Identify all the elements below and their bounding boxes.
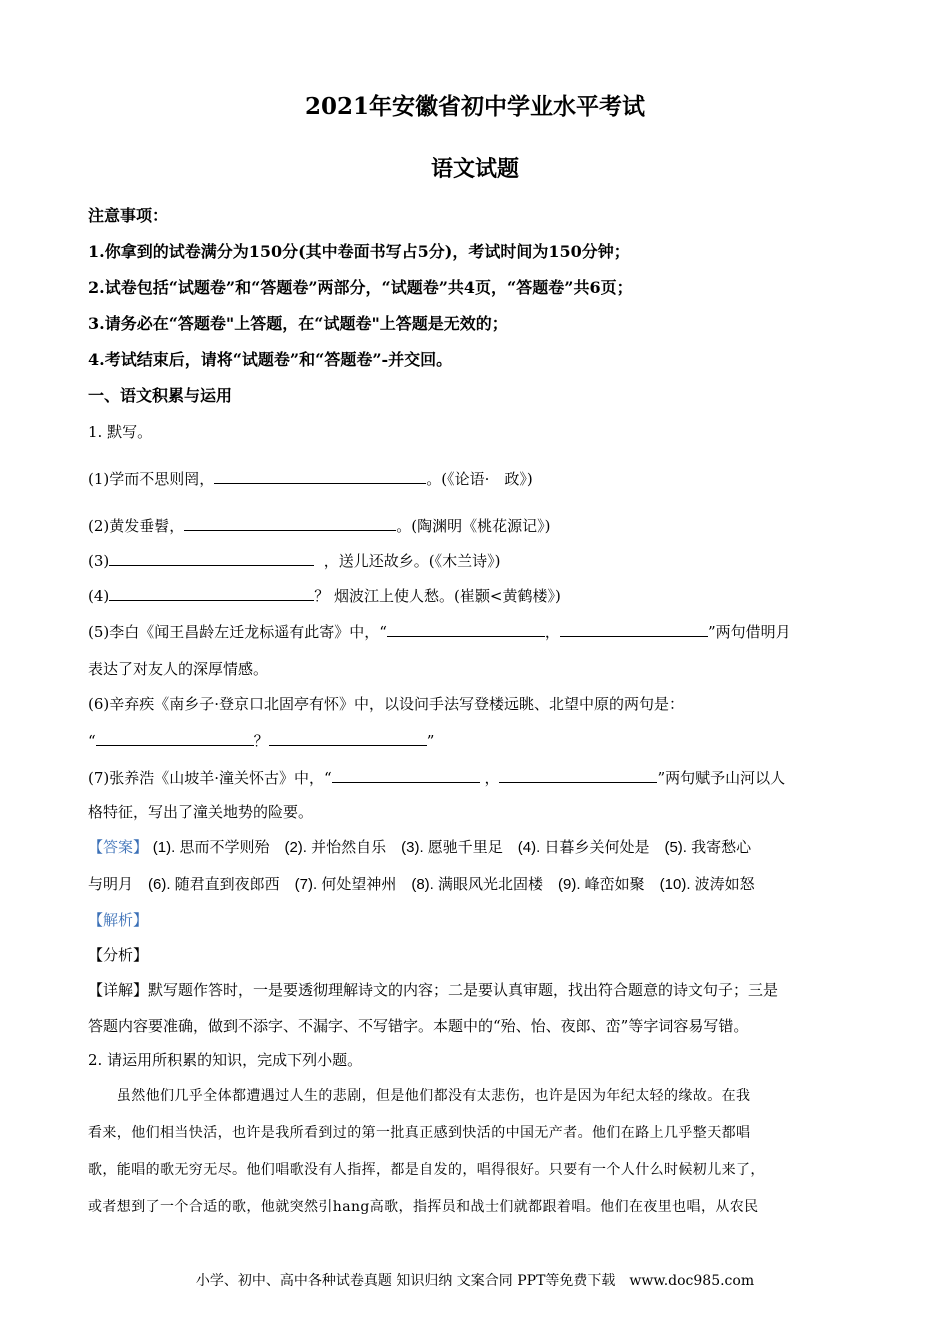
page-title: 2021年安徽省初中学业水平考试 [304,93,645,120]
q1-item-2 [88,515,550,536]
passage-line-3: 歌，能唱的歌无穷无尽。他们唱歌没有人指挥，都是自发的，唱得很好。只要有一个人什么时候籾儿来了， [88,1162,765,1178]
q1-item-3-pre: (3) [88,552,110,570]
page-footer: 小学、初中、高中各种试卷真题 知识归纳 文案合同 PPT等免费下载 www.doc985.com [195,1273,755,1289]
answer-blank [214,468,426,484]
answer-text-1: (1). 思而不学则殆 (2). 并怡然自乐 (3). 愿驰千里足 (4). 日暮乡关何处是 (5). 我寄愁心 [152,839,752,856]
q1-item-6-close: ” [426,732,435,750]
q1-item-5-post: ”两句借明月 [707,623,791,641]
q1-item-7-mid: ， [484,769,500,787]
notice-item-1: 1.你拿到的试卷满分为150分(其中卷面书写占5分)，考试时间为150分钟； [88,242,630,261]
q1-item-5-mid: ， [544,623,560,641]
q1-item-4-pre: (4) [88,587,110,605]
answer-tag: 【答案】 [88,838,149,856]
notice-heading: 注意事项： [88,206,169,225]
q1-item-5-line-2: 表达了对友人的深厚情感。 [88,660,269,678]
q1-item-2-post: 。(陶渊明《桃花源记》) [396,517,551,535]
q1-item-2-pre: (2)黄发垂髫， [88,517,185,535]
fenxi-tag: 【分析】 [88,946,149,964]
page-subtitle: 语文试题 [430,156,519,182]
answer-blank [499,767,657,783]
notice-item-2: 2.试卷包括“试题卷”和“答题卷”两部分，“试题卷”共4页，“答题卷”共6页； [88,278,633,297]
detail-text-1: 默写题作答时，一是要透彻理解诗文的内容；二是要认真审题，找出符合题意的诗文句子；三是 [148,981,779,999]
answer-blank [96,730,254,746]
q1-item-7-pre: (7)张养浩《山坡羊·潼关怀古》中，“ [88,769,332,787]
q1-item-6-line-1: (6)辛弃疾《南乡子·登京口北固亭有怀》中，以设问手法写登楼远眺、北望中原的两句是： [88,695,685,713]
q1-item-7 [88,767,785,788]
q1-item-6-mid: ？ [253,732,269,750]
passage-line-2: 看来，他们相当快活，也许是我所看到过的第一批真正感到快活的中国无产者。他们在路上几乎整天都唱 [88,1125,751,1141]
q1-item-5-pre: (5)李白《闻王昌龄左迁龙标遥有此寄》中，“ [88,623,387,641]
q1-item-6-line-2 [88,730,434,751]
q1-item-1-pre: (1)学而不思则罔， [88,470,215,488]
q1-item-3-post: ，送儿还故乡。(《木兰诗》) [323,552,501,570]
answer-blank [109,585,314,601]
q1-item-7-line-2: 格特征，写出了潼关地势的险要。 [88,803,314,821]
question-2-stem: 2. 请运用所积累的知识，完成下列小题。 [88,1051,363,1069]
answer-line-2: 与明月 (6). 随君直到夜郎西 (7). 何处望神州 (8). 满眼风光北固楼 (9). 峰峦如聚 (10). 波涛如怒 [88,876,755,893]
q1-item-3 [88,550,501,571]
q1-item-7-post: ”两句赋予山河以人 [657,769,786,787]
passage-line-1: 虽然他们几乎全体都遭遇过人生的悲剧，但是他们都没有太悲伤，也许是因为年纪太轻的缘故。在我 [88,1088,751,1104]
answer-blank [109,550,314,566]
answer-blank [184,515,396,531]
section-heading: 一、语文积累与运用 [88,386,233,405]
q1-item-5 [88,621,791,642]
detail-line-2: 答题内容要准确，做到不添字、不漏字、不写错字。本题中的“殆、怡、夜郎、峦”等字词容易写错。 [88,1017,749,1035]
notice-item-4: 4.考试结束后，请将“试题卷”和“答题卷”-并交回。 [88,350,453,369]
answer-blank [332,767,480,783]
detail-tag: 【详解】 [88,981,149,999]
answer-blank [560,621,708,637]
question-1-stem: 1. 默写。 [88,423,153,441]
answer-blank [387,621,545,637]
analysis-tag: 【解析】 [88,911,149,929]
q1-item-4-post: ？ 烟波江上使人愁。(崔颢<黄鹤楼》) [314,587,561,605]
notice-item-3: 3.请务必在“答题卷"上答题，在“试题卷"上答题是无效的； [88,314,508,333]
answer-blank [269,730,427,746]
q1-item-1 [88,468,533,489]
q1-item-4 [88,585,561,606]
passage-line-4: 或者想到了一个合适的歌，他就突然引hang高歌，指挥员和战士们就都跟着唱。他们在夜里也唱，从农民 [88,1199,759,1215]
q1-item-6-open: “ [88,732,96,750]
detail-line-1 [88,980,778,1000]
q1-item-1-post: 。(《论语· 政》) [426,470,533,488]
answer-line-1 [88,837,751,858]
